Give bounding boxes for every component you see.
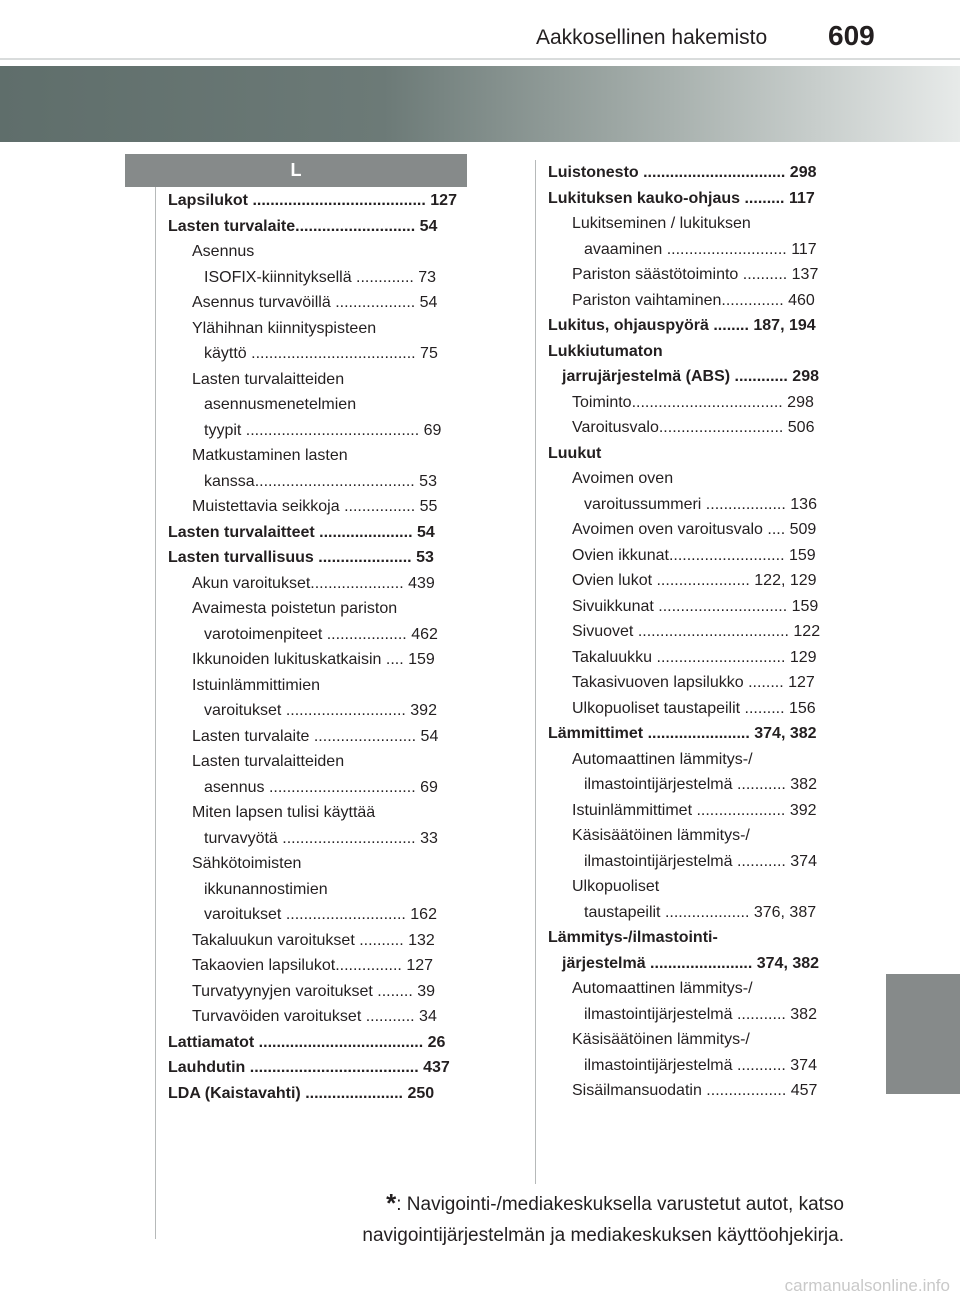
index-entry-text: käyttö ..................................... 75 <box>204 345 438 362</box>
index-entry-text: LDA (Kaistavahti) ...................... 250 <box>168 1084 435 1102</box>
index-entry <box>168 902 467 928</box>
index-entry <box>548 951 847 977</box>
index-entry-text: Sähkötoimisten <box>192 855 302 872</box>
index-entry-text: Muistettavia seikkoja ................ 55 <box>192 498 438 515</box>
index-entry-text: varoitukset ........................... 392 <box>204 702 437 719</box>
index-entry-text: ilmastointijärjestelmä ........... 374 <box>584 852 817 870</box>
index-entry-text: Lasten turvallisuus ..................... 53 <box>168 549 434 566</box>
index-entry <box>168 341 467 367</box>
header-divider <box>0 58 960 60</box>
index-entry <box>548 1027 847 1053</box>
index-entry-text: Lukkiutumaton <box>548 342 663 360</box>
index-entry <box>168 800 467 826</box>
index-entry-text: Istuinlämmittimet .................... 392 <box>572 801 817 819</box>
index-entry <box>548 339 847 365</box>
index-entry-text: Lukituksen kauko-ohjaus ......... 117 <box>548 189 815 207</box>
index-entry <box>548 1002 847 1028</box>
index-entry-text: Sivuovet .................................. 122 <box>572 623 821 640</box>
index-entry <box>168 1004 467 1030</box>
index-entry <box>168 622 467 648</box>
index-entry <box>168 724 467 750</box>
index-entry <box>548 874 847 900</box>
index-entry-text: Automaattinen lämmitys-/ <box>572 980 753 997</box>
index-entry <box>548 441 847 467</box>
index-entry <box>548 186 847 212</box>
index-entry-text: Lukitseminen / lukituksen <box>572 215 751 232</box>
index-entry-text: Takaluukku ............................. 129 <box>572 648 817 666</box>
index-entry <box>548 823 847 849</box>
index-entry <box>168 851 467 877</box>
index-entry <box>168 928 467 954</box>
index-entry-text: Asennus <box>192 243 255 260</box>
index-entry <box>168 1055 467 1081</box>
index-entry <box>168 1081 467 1107</box>
index-entry <box>548 568 847 594</box>
index-entry-text: Pariston vaihtaminen.............. 460 <box>572 291 815 309</box>
index-entry <box>168 749 467 775</box>
page-number: 609 <box>828 20 875 51</box>
index-entry <box>168 953 467 979</box>
index-entry-text: Takasivuoven lapsilukko ........ 127 <box>572 674 815 691</box>
index-entry <box>168 1030 467 1056</box>
index-entry-text: Avoimen oven <box>572 470 674 487</box>
index-entry-text: Luukut <box>548 444 602 462</box>
index-entry <box>548 313 847 339</box>
index-entry <box>168 392 467 418</box>
index-entry <box>548 466 847 492</box>
index-column-left <box>168 188 467 1106</box>
index-entry-text: Sisäilmansuodatin .................. 457 <box>572 1082 818 1099</box>
index-entry <box>548 670 847 696</box>
index-entry-text: Takaluukun varoitukset .......... 132 <box>192 931 435 949</box>
index-entry-text: turvavyötä .............................. 33 <box>204 829 438 847</box>
index-entry-text: Asennus turvavöillä .................. 54 <box>192 294 438 311</box>
index-entry <box>168 826 467 852</box>
footnote-line-1: : Navigointi-/mediakeskuksella varustetut autot, katso <box>396 1194 844 1215</box>
middle-column-rule <box>535 160 536 1184</box>
index-entry-text: ilmastointijärjestelmä ........... 382 <box>584 1005 817 1023</box>
index-entry <box>548 364 847 390</box>
index-entry <box>168 520 467 546</box>
index-entry <box>548 390 847 416</box>
index-entry <box>548 237 847 263</box>
index-entry-text: Luistonesto ................................ 298 <box>548 164 817 181</box>
index-entry-text: Avaimesta poistetun pariston <box>192 600 398 617</box>
index-entry <box>548 1078 847 1104</box>
index-entry <box>168 698 467 724</box>
index-entry <box>168 290 467 316</box>
footnote-line-2: navigointijärjestelmän ja mediakeskuksen käyttöohjekirja. <box>362 1225 844 1246</box>
index-entry <box>548 696 847 722</box>
index-entry <box>548 772 847 798</box>
index-entry-text: Ulkopuoliset taustapeilit ......... 156 <box>572 699 816 717</box>
index-entry <box>548 1053 847 1079</box>
index-entry <box>168 571 467 597</box>
index-entry <box>548 747 847 773</box>
index-entry <box>548 543 847 569</box>
index-entry-text: varoitussummeri .................. 136 <box>584 495 817 513</box>
index-entry-text: ISOFIX-kiinnityksellä ............. 73 <box>204 268 437 286</box>
index-entry-text: Takaovien lapsilukot............... 127 <box>192 957 434 974</box>
index-entry-text: kanssa.................................... 53 <box>204 472 437 490</box>
index-entry-text: järjestelmä ....................... 374, 382 <box>562 954 820 972</box>
index-entry-text: Avoimen oven varoitusvalo .... 509 <box>572 521 817 538</box>
decorative-gradient-band <box>0 66 960 142</box>
index-entry-text: ilmastointijärjestelmä ........... 374 <box>584 1056 817 1074</box>
index-entry-text: Akun varoitukset..................... 439 <box>192 574 435 592</box>
index-column-right <box>548 160 847 1104</box>
footnote-marker: * <box>386 1188 397 1218</box>
index-entry-text: jarrujärjestelmä (ABS) ............ 298 <box>562 368 819 385</box>
index-entry-text: Lämmittimet ....................... 374, 382 <box>548 725 817 742</box>
index-entry-text: Lasten turvalaitteet ..................... 54 <box>168 523 435 541</box>
index-entry <box>168 265 467 291</box>
index-entry-text: Ikkunoiden lukituskatkaisin .... 159 <box>192 651 435 668</box>
index-entry-text: Lasten turvalaite ....................... 54 <box>192 727 439 745</box>
index-entry-text: Lattiamatot ..................................... 26 <box>168 1033 446 1051</box>
index-entry-text: ikkunannostimien <box>204 880 328 898</box>
index-entry <box>548 976 847 1002</box>
index-entry-text: avaaminen ........................... 117 <box>584 240 817 258</box>
watermark: carmanualsonline.info <box>784 1276 950 1295</box>
index-entry-text: Lasten turvalaite........................... 54 <box>168 217 438 235</box>
index-entry-text: tyypit ....................................... 69 <box>204 421 442 439</box>
index-entry-text: varotoimenpiteet .................. 462 <box>204 625 438 643</box>
index-entry-text: Turvavöiden varoitukset ........... 34 <box>192 1008 437 1025</box>
index-entry <box>168 979 467 1005</box>
index-entry <box>168 443 467 469</box>
index-entry <box>548 517 847 543</box>
index-entry <box>548 619 847 645</box>
index-entry-text: Ulkopuoliset <box>572 878 660 895</box>
index-entry <box>548 415 847 441</box>
index-entry-text: Varoitusvalo............................ 506 <box>572 419 815 436</box>
index-entry-text: Ylähihnan kiinnityspisteen <box>192 319 377 337</box>
index-entry <box>168 214 467 240</box>
section-letter-header: L <box>125 154 467 187</box>
index-entry-text: Istuinlämmittimien <box>192 676 321 694</box>
index-entry <box>168 673 467 699</box>
footnote <box>362 1188 844 1251</box>
index-entry-text: Sivuikkunat ............................. 159 <box>572 597 819 615</box>
chapter-thumb-tab <box>886 974 960 1094</box>
index-entry <box>168 494 467 520</box>
index-entry <box>548 798 847 824</box>
index-entry-text: asennus ................................. 69 <box>204 778 438 796</box>
index-entry <box>168 188 467 214</box>
index-entry <box>548 288 847 314</box>
index-entry-text: Miten lapsen tulisi käyttää <box>192 804 376 821</box>
index-entry <box>548 721 847 747</box>
index-entry-text: Lämmitys-/ilmastointi- <box>548 929 718 946</box>
index-entry <box>548 849 847 875</box>
index-entry <box>168 775 467 801</box>
index-entry-text: Ovien ikkunat.......................... 159 <box>572 546 816 564</box>
index-entry <box>548 160 847 186</box>
index-entry <box>168 596 467 622</box>
index-entry-text: Lapsilukot ....................................... 127 <box>168 192 457 209</box>
index-entry <box>548 925 847 951</box>
index-entry-text: Turvatyynyjen varoitukset ........ 39 <box>192 982 436 1000</box>
index-entry-text: ilmastointijärjestelmä ........... 382 <box>584 776 817 793</box>
index-entry-text: Pariston säästötoiminto .......... 137 <box>572 266 819 283</box>
index-entry-text: varoitukset ........................... 162 <box>204 906 437 923</box>
index-entry-text: asennusmenetelmien <box>204 396 357 413</box>
left-column-rule <box>155 187 156 1239</box>
index-entry <box>168 418 467 444</box>
index-entry-text: Lauhdutin ...................................... 437 <box>168 1059 450 1076</box>
index-entry-text: Käsisäätöinen lämmitys-/ <box>572 1031 750 1048</box>
index-entry-text: Toiminto.................................. 298 <box>572 393 814 411</box>
index-entry <box>168 545 467 571</box>
header-title: Aakkosellinen hakemisto <box>536 26 768 49</box>
index-entry-text: Automaattinen lämmitys-/ <box>572 750 753 768</box>
index-entry <box>548 492 847 518</box>
index-entry-text: Ovien lukot ..................... 122, 129 <box>572 572 817 589</box>
index-entry-text: Käsisäätöinen lämmitys-/ <box>572 827 750 844</box>
index-entry <box>548 594 847 620</box>
index-entry-text: Lasten turvalaitteiden <box>192 753 345 770</box>
index-entry <box>168 647 467 673</box>
index-entry <box>548 645 847 671</box>
index-entry <box>168 877 467 903</box>
index-entry <box>168 239 467 265</box>
index-entry <box>548 900 847 926</box>
index-entry <box>168 316 467 342</box>
page-header <box>0 0 960 58</box>
index-entry <box>548 211 847 237</box>
index-entry-text: Matkustaminen lasten <box>192 447 348 464</box>
index-entry-text: Lasten turvalaitteiden <box>192 370 345 388</box>
index-entry-text: taustapeilit ................... 376, 387 <box>584 903 817 921</box>
index-entry <box>168 367 467 393</box>
index-entry <box>168 469 467 495</box>
index-entry <box>548 262 847 288</box>
index-entry-text: Lukitus, ohjauspyörä ........ 187, 194 <box>548 317 816 334</box>
